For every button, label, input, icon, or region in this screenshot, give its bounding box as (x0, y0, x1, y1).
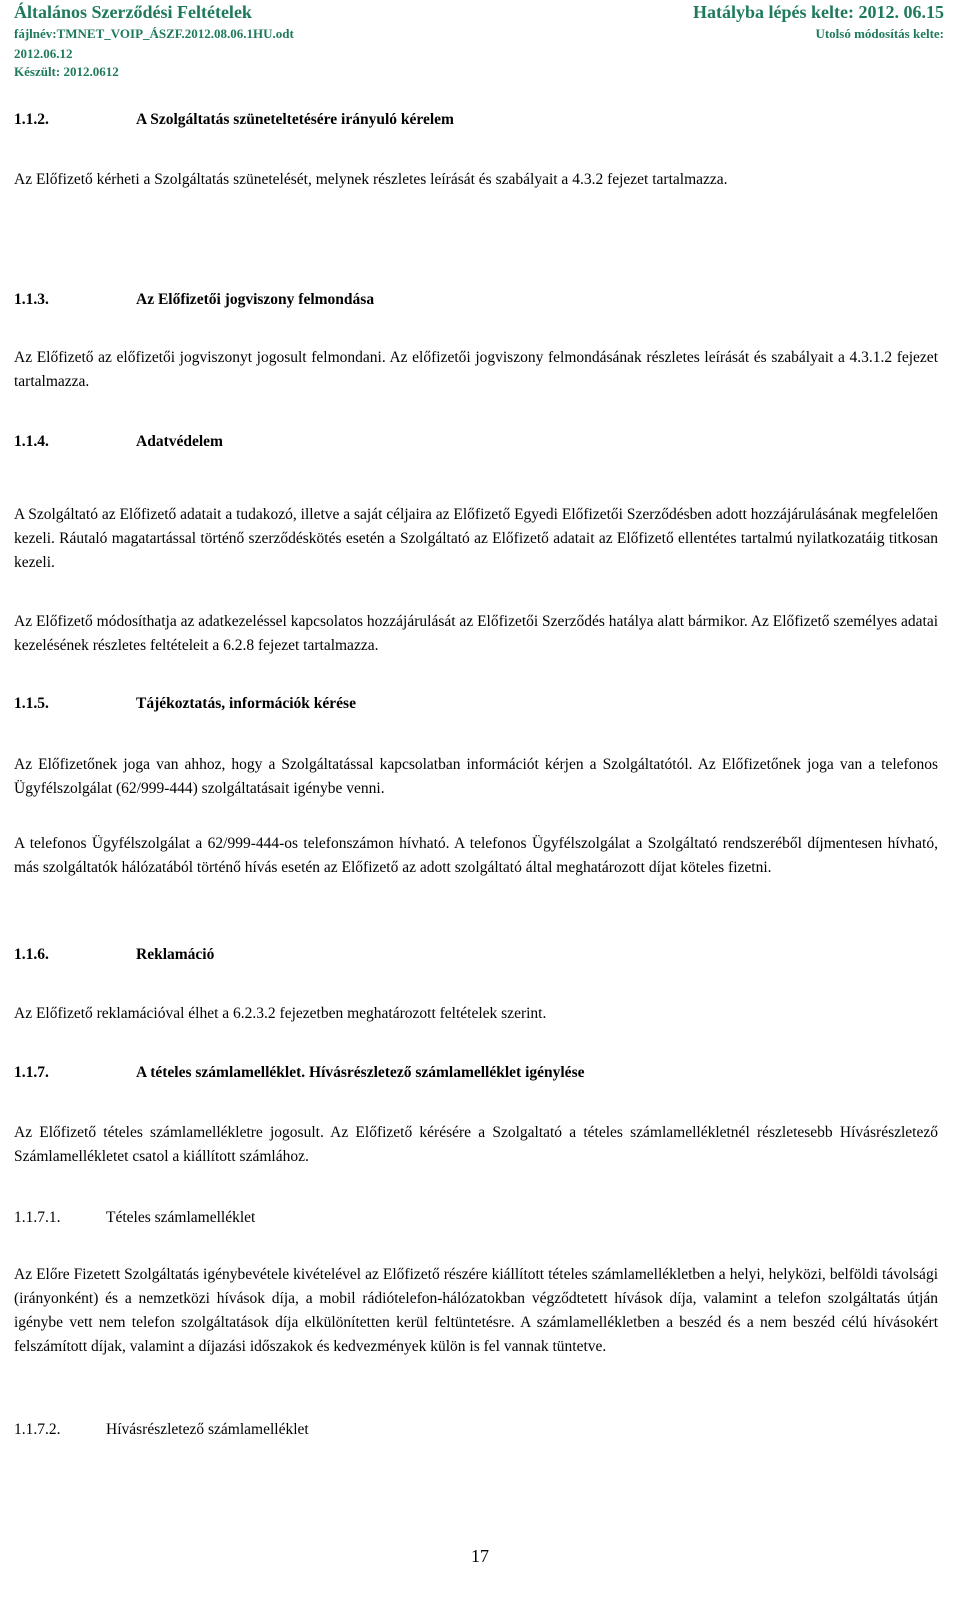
section-number: 1.1.6. (14, 946, 49, 963)
section-number: 1.1.4. (14, 433, 49, 450)
section-number: 1.1.7. (14, 1064, 49, 1081)
paragraph: Az Előfizető az előfizetői jogviszonyt jogosult felmondani. Az előfizetői jogviszony felmondásának részletes leírását és szabályait a 4.3.1.2 fejezet tartalmazza. (14, 349, 938, 390)
section-number: 1.1.5. (14, 695, 49, 712)
section-number: 1.1.7.1. (14, 1209, 61, 1226)
section-title: Reklamáció (136, 946, 215, 963)
paragraph: Az Előfizető reklamációval élhet a 6.2.3.2 fejezetben meghatározott feltételek szerint. (14, 1005, 547, 1022)
filename: fájlnév:TMNET_VOIP_ÁSZF.2012.08.06.1HU.odt (14, 26, 294, 41)
paragraph: Az Előfizető módosíthatja az adatkezeléssel kapcsolatos hozzájárulását az Előfizetői Szerződés hatálya alatt bármikor. Az Előfizető személyes adatai kezelésének részletes feltételeit a 6.2.8 fejezet tartalmazza. (14, 613, 939, 654)
paragraph: Az Előfizető kérheti a Szolgáltatás szünetelését, melynek részletes leírását és szabályait a 4.3.2 fejezet tartalmazza. (14, 171, 728, 188)
created-date: Készült: 2012.0612 (14, 64, 119, 79)
section-title: Tájékoztatás, információk kérése (136, 695, 356, 712)
paragraph: Az Előfizető tételes számlamellékletre jogosult. Az Előfizető kérésére a Szolgaltató a tételes számlamellékletnél részletesebb Hívásrészletező Számlamellékletet csatol a kiállított számlához. (14, 1124, 938, 1165)
effective-date: Hatályba lépés kelte: 2012. 06.15 (693, 2, 944, 22)
section-title: Az Előfizetői jogviszony felmondása (136, 291, 375, 308)
paragraph: A telefonos Ügyfélszolgálat a 62/999-444-os telefonszámon hívható. A telefonos Ügyfélszolgálat a Szolgáltató rendszeréből díjmentesen hívható, más szolgáltatók hálózatából történő hívás esetén az Előfizető az adott szolgáltató által meghatározott díjat köteles fizetni. (14, 835, 938, 876)
section-number: 1.1.3. (14, 291, 49, 308)
section-title: Hívásrészletező számlamelléklet (106, 1421, 309, 1438)
paragraph: Az Előre Fizetett Szolgáltatás igénybevétele kivételével az Előfizető részére kiállított tételes számlamellékletben a helyi, helyközi, belföldi távolsági (irányonként) és a nemzetközi hívások díja, a mobil rádiótelefon-hálózatokban végződtetett hívások díja, valamint a telefon szolgáltatás útján igénybe vett nem telefon szolgáltatások díja elkülönítetten kerül feltüntetésre. A számlamellékletben a beszéd és a nem beszéd célú hívásokért felszámított díjak, valamint a díjazási időszakok és kedvezmények külön is fel vannak tüntetve. (14, 1266, 938, 1355)
section-title: A Szolgáltatás szüneteltetésére irányuló kérelem (136, 111, 454, 128)
section-title: Tételes számlamelléklet (106, 1209, 256, 1226)
section-number: 1.1.7.2. (14, 1421, 61, 1438)
section-title: Adatvédelem (136, 433, 223, 450)
page-number: 17 (471, 1546, 489, 1566)
paragraph: A Szolgáltató az Előfizető adatait a tudakozó, illetve a saját céljaira az Előfizető Egyedi Előfizetői Szerződésben adott hozzájárulásának megfelelően kezeli. Ráutaló magatartással történő szerződéskötés esetén a Szolgáltató az Előfizető adatait az Előfizető ellentétes tartalmú nyilatkozatáig titkosan kezeli. (14, 506, 938, 571)
paragraph: Az Előfizetőnek joga van ahhoz, hogy a Szolgáltatással kapcsolatban információt kérjen a Szolgáltatótól. Az Előfizetőnek joga van a telefonos Ügyfélszolgálat (62/999-444) szolgáltatásait igénybe venni. (14, 756, 938, 797)
date-line: 2012.06.12 (14, 46, 73, 61)
section-number: 1.1.2. (14, 111, 49, 128)
section-title: A tételes számlamelléklet. Hívásrészletező számlamelléklet igénylése (136, 1064, 585, 1081)
doc-title: Általános Szerződési Feltételek (14, 2, 252, 22)
last-modified: Utolsó módosítás kelte: (815, 26, 944, 41)
